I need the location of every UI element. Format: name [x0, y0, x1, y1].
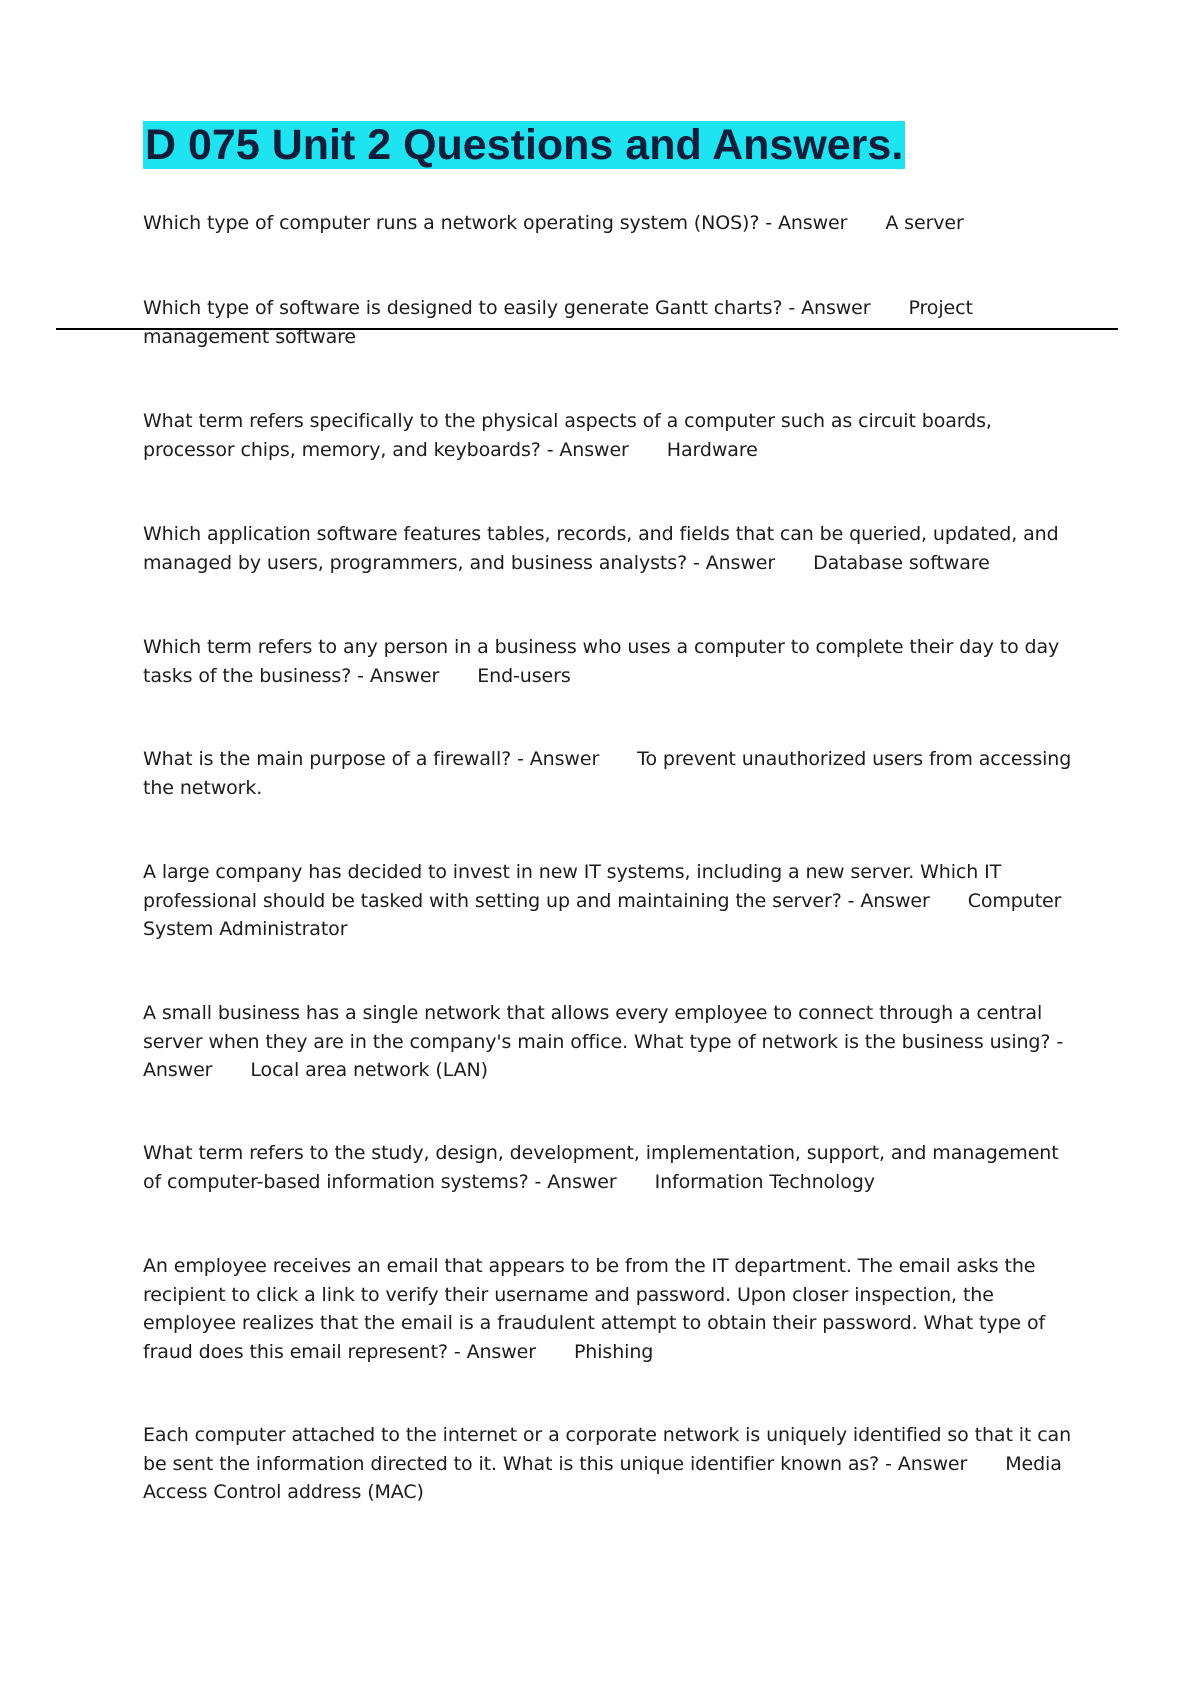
qa-item-6: [143, 745, 1073, 802]
page-title: D 075 Unit 2 Questions and Answers.: [145, 121, 904, 169]
question-text: Which type of software is designed to easily generate Gantt charts? - Answer: [143, 297, 871, 319]
qa-item-10: [143, 1252, 1073, 1366]
question-text: What is the main purpose of a firewall? - Answer: [143, 748, 600, 770]
qa-item-11: [143, 1421, 1073, 1507]
answer-text: Information Technology: [654, 1170, 875, 1193]
qa-item-7: [143, 858, 1073, 944]
qa-item-8: [143, 999, 1073, 1085]
answer-text: To prevent unauthorized users from accessing the network.: [143, 748, 1072, 799]
question-text: Which application software features tables, records, and fields that can be queried, updated, and managed by users, programmers, and business analysts? - Answer: [143, 523, 1059, 574]
qa-item-1: [143, 209, 1073, 238]
answer-text: Phishing: [573, 1340, 654, 1363]
answer-text: Database software: [813, 551, 990, 574]
question-text: A small business has a single network that allows every employee to connect through a central server when they are in the company's main office. What type of network is the business using? - Answer: [143, 1002, 1064, 1081]
answer-text: Media Access Control address (MAC): [143, 1452, 1062, 1503]
question-text: A large company has decided to invest in new IT systems, including a new server. Which IT professional should be tasked with setting up and maintaining the server? - Answer: [143, 861, 1002, 912]
question-text: Which type of computer runs a network operating system (NOS)? - Answer: [143, 212, 848, 234]
question-text: Each computer attached to the internet or a corporate network is uniquely identified so that it can be sent the information directed to it. What is this unique identifier known as? - Answer: [143, 1424, 1072, 1475]
qa-item-2: [143, 294, 1073, 351]
qa-item-4: [143, 520, 1073, 577]
answer-text: Local area network (LAN): [250, 1059, 488, 1081]
question-text: An employee receives an email that appears to be from the IT department. The email asks the recipient to click a link to verify their username and password. Upon closer inspection, the employee realizes that the email is a fraudulent attempt to obtain their password. What type of fraud does this email represent? - Answer: [143, 1255, 1046, 1363]
title-block: [143, 121, 905, 169]
question-text: Which term refers to any person in a business who uses a computer to complete their day to day tasks of the business? - Answer: [143, 636, 1060, 687]
qa-item-9: [143, 1139, 1073, 1196]
answer-text: Computer System Administrator: [143, 889, 1062, 940]
question-text: What term refers to the study, design, development, implementation, support, and management of computer-based information systems? - Answer: [143, 1142, 1059, 1193]
qa-item-3: [143, 407, 1073, 464]
answer-text: Hardware: [666, 438, 758, 461]
answer-text: End-users: [477, 664, 571, 687]
qa-item-5: [143, 633, 1073, 690]
answer-text: Project management software: [143, 297, 973, 348]
question-text: What term refers specifically to the physical aspects of a computer such as circuit boards, processor chips, memory, and keyboards? - Answer: [143, 410, 992, 461]
answer-text: A server: [885, 212, 964, 234]
